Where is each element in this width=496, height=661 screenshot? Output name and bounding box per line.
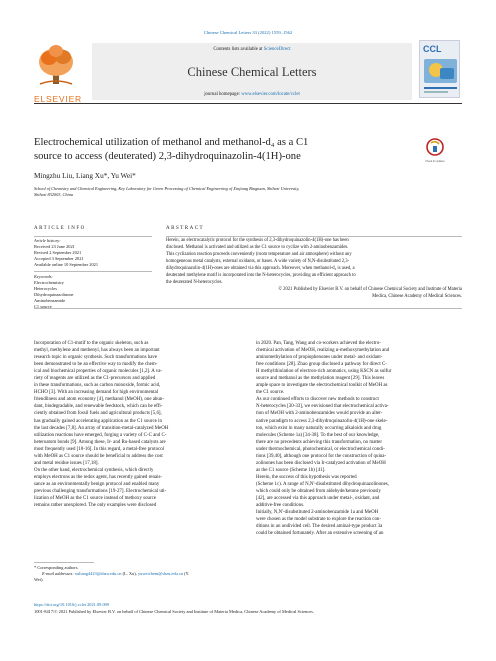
body-text-line: in 2020. Pan, Tang, Wang and co-workers achieved the electro- — [256, 341, 381, 346]
authors: Mingzhu Liu, Liang Xu*, Yu Wei* — [34, 171, 136, 180]
body-text-line: Herein, the success of this hypothesis was reported — [256, 474, 357, 480]
body-text-line: were chosen as the model substrate to explore the reaction con- — [256, 517, 382, 523]
abstract-heading: ABSTRACT — [166, 226, 205, 231]
body-text-line: free conditions [28]. Zhao group disclosed a pathway for direct C- — [256, 362, 387, 368]
footnote: * Corresponding authors. E-mail addresses: xuliang4423@shzu.edu.cn (L. Xu), yuweichem@shzu.edu.cn (Y. Wei). — [34, 565, 190, 582]
body-text-line: ditions in an undivided cell. The desired aminal-type product 3a — [256, 524, 383, 530]
journal-cover-image — [419, 40, 460, 98]
article-history: Article history: Received 23 June 2021 Revised 2 September 2021 Accepted 3 September 2021 Available online 10 September 2021 — [34, 238, 152, 268]
body-text-line: remains rather unexplored. The only examples were disclosed — [34, 503, 157, 509]
body-text-line: under thermochemical, photochemical, or electrochemical condi- — [256, 446, 385, 452]
body-text-line: native paradigm to access 2,3-dihydroquinazolin-4(1H)-one skele- — [256, 418, 388, 424]
abstract-rule — [166, 236, 462, 237]
body-text-line: [42], are accessed via this approach under metal-, oxidant, and — [256, 496, 380, 502]
body-text-line: with MeOH as C1 source should be beneficial to address the cost — [34, 453, 163, 459]
body-text-line: the last decades [7,8]. An array of transition-metal-catalyzed MeOH — [34, 425, 169, 431]
body-text-line: sance as an environmentally benign protocol and enabled many — [34, 481, 160, 487]
body-right-column — [256, 340, 463, 537]
body-text-line: On the other hand, electrochemical synthesis, which directly — [34, 467, 154, 473]
body-text-line: molecules (Scheme 1a) [34-38]. To the best of our knowledge, — [256, 432, 380, 438]
journal-title: Chinese Chemical Letters — [187, 65, 317, 79]
body-text-line: there are no precedents achieving this transformation, no matter — [256, 439, 382, 445]
keyword: C1 source — [34, 303, 52, 309]
body-text-line: zolinones has been disclosed via Ir-catalyzed activation of MeOH — [256, 460, 386, 466]
body-text-line: could be obtained fortunately. After an extensive screening of an — [256, 531, 384, 537]
body-text-line: riety of reagents are utilized as the C1-precursors and applied — [34, 376, 156, 382]
body-text-line: research topic in organic synthesis. Such transformations have — [34, 355, 158, 361]
body-text-line: ample space to investigate the electrochemical toolkit of MeOH as — [256, 383, 388, 389]
body-text-line: in these transformations, such as carbon monoxide, formic acid, — [34, 383, 161, 389]
header-rule — [34, 103, 462, 104]
body-text-line: tions [39,40], although one protocol for the construction of quina- — [256, 453, 387, 459]
abstract-bottom-rule — [34, 308, 462, 309]
journal-citation[interactable]: Chinese Chemical Letters 33 (2022) 1559–1562 — [203, 30, 293, 35]
body-text-line: H methylthiolation of electron-rich aromatics, using KSCN as sulfur — [256, 369, 392, 375]
body-text-line: HCHO [3]. With an increasing demand for high environmental — [34, 390, 159, 396]
body-text-line: ciently obtained from fossil fuels and agricultural products [5,6], — [34, 411, 162, 417]
history-item: Accepted 3 September 2021 — [34, 255, 84, 261]
email-link-wei[interactable]: yuweichem@shzu.edu.cn — [137, 570, 183, 576]
title-line-1: Electrochemical utilization of methanol and methanol-d₄ as a C1 — [34, 137, 309, 148]
body-text-line: which could only be obtained from aldehyde/ketone previously — [256, 488, 381, 494]
homepage-link[interactable]: www.elsevier.com/locate/cclet — [241, 92, 300, 97]
keyword: Aminobenzamide — [34, 297, 66, 303]
keyword: Electrochemistry — [34, 279, 64, 285]
homepage-line: journal homepage: www.elsevier.com/locate/cclet — [204, 92, 300, 97]
info-divider — [34, 271, 152, 272]
check-updates-label: Check for updates — [425, 160, 445, 163]
body-text-line: previous challenging transformations [19-27]. Electrochemical uti- — [34, 488, 167, 494]
body-text-line: dant, biodegradable, and renewable feedstock, which can be effi- — [34, 404, 163, 410]
body-text-line: additive-free conditions. — [256, 503, 305, 509]
history-item: Received 23 June 2021 — [34, 243, 75, 249]
body-text-line: ton, which exist in many naturally occurring alkaloids and drug — [256, 425, 382, 431]
body-text-line: methyl, methylene and methenyl, has always been an important — [34, 348, 160, 354]
article-info-heading: ARTICLE INFO — [34, 226, 86, 231]
body-text-line: (Scheme 1c). A range of N,N'-disubstituted dihydroquinazolinones, — [256, 481, 389, 487]
copyright: © 2021 Published by Elsevier B.V. on behalf of Chinese Chemical Society and Institute of Materia — [278, 287, 462, 293]
body-text-line: as the C1 source (Scheme 1b) [41]. — [256, 467, 326, 473]
body-text-line: source and methanol as the methylation reagent [29]. This leaves — [256, 376, 385, 382]
sciencedirect-link[interactable]: ScienceDirect — [263, 47, 291, 52]
body-text-line: and metal residue issues [17,18]. — [34, 460, 99, 466]
journal-header-box — [92, 43, 412, 100]
body-text-line: chemical activation of MeOH, realizing α-methoxymethylation and — [256, 348, 390, 354]
article-title — [34, 136, 394, 164]
cover-label: CCL — [423, 44, 442, 54]
publisher-name: ELSEVIER — [34, 94, 82, 104]
body-text-line: Incorporation of C1-motif to the organic skeleton, such as — [34, 341, 149, 346]
footnote-rule — [34, 562, 94, 563]
history-item: Available online 10 September 2021 — [34, 261, 99, 267]
body-text-line: As our continued efforts to discover new methods to construct — [256, 397, 379, 403]
issn-line: 1001-8417/© 2021 Published by Elsevier B.V. on behalf of Chinese Chemical Society and Institute of Materia Medica, Chinese Academy of Medical Sciences. — [34, 609, 314, 614]
body-text-line: tion of MeOH with 2-aminobenzamides would provide an alter- — [256, 411, 383, 417]
body-text-line: most frequently used [10-16]. In this regard, a metal-free protocol — [34, 446, 165, 452]
body-text-line: has gradually gained accelerating application as the C1 source in — [34, 418, 162, 424]
body-text-line: utilization reactions have emerged, forging a variety of C-C and C- — [34, 432, 167, 438]
body-text-line: Initially, N,N'-disubstituted 2-aminobenzamide 1a and MeOH — [256, 510, 379, 516]
body-text-line: ical and biochemical properties of organic molecules [1,2]. A va- — [34, 369, 163, 375]
body-text-line: friendliness and atom economy [4], methanol (MeOH), one abun- — [34, 397, 164, 403]
history-item: Revised 2 September 2021 — [34, 249, 82, 255]
email-link-xu[interactable]: xuliang4423@shzu.edu.cn — [74, 570, 122, 576]
body-text-line: employs electrons as the redox agent, has recently gained renais- — [34, 474, 163, 480]
affiliation: School of Chemistry and Chemical Engineering, Key Laboratory for Green Processing of Chemical Engineering of Xinjiang Bingtuan, Shihezi University, Shihezi 832003, China — [34, 186, 300, 197]
check-for-updates-icon[interactable] — [425, 138, 445, 162]
keywords: Keywords: Electrochemistry Heterocycles Dihydroquinazolinone Aminobenzamide C1 source — [34, 274, 152, 309]
body-left-column — [34, 340, 241, 509]
keyword: Heterocycles — [34, 285, 57, 291]
contents-line: Contents lists available at ScienceDirect — [213, 47, 291, 52]
body-text-line: heteroatom bonds [9]. Among these, Ir- and Ru-based catalysts are — [34, 439, 166, 445]
abstract-text: Herein, an electrocatalytic protocol for the synthesis of 2,3-dihydroquinazolin-4(1H)-one has been disclosed. Methanol is activated and utilized as the C1 source to cyclize with 2-aminobenzamides. This cyclization reaction proceeds conveniently (room temperature and air atmosphere) without any homogeneous metal catalysts, external oxidants, or bases. A wide variety of N,N-disubstituted 2,3- dihydroquinazolin-4(1H)-ones are obtained via this approach. Moreover, when methanol-d₄ is used, a deuterated methylene motif is incorporated into the N-heterocycles, providing an efficient approach to the deuterated N-heterocycles. © 2021 Published by Elsevier B.V. on behalf of Chinese Chemical Society and Institute of Materia Medica, Chinese Academy of Medical Sciences. — [166, 238, 462, 300]
body-text-line: lization of MeOH as the C1 source instead of methoxy source — [34, 496, 157, 502]
doi-link[interactable]: https://doi.org/10.1016/j.cclet.2021.09.009 — [34, 602, 110, 607]
keyword: Dihydroquinazolinone — [34, 291, 74, 297]
body-text-line: aminomethylation of propiophenones under metal- and oxidant- — [256, 355, 383, 361]
body-text-line: N-heterocycles [30-33], we envisioned that electrochemical activa- — [256, 404, 389, 410]
info-rule — [34, 236, 152, 237]
elsevier-tree-logo — [34, 40, 82, 104]
title-line-2: source to access (deuterated) 2,3-dihydroquinazolin-4(1H)-one — [34, 150, 301, 162]
body-text-line: been demonstrated to be an effective way to modify the chem- — [34, 362, 158, 368]
body-text-line: the C1 source. — [256, 390, 285, 396]
